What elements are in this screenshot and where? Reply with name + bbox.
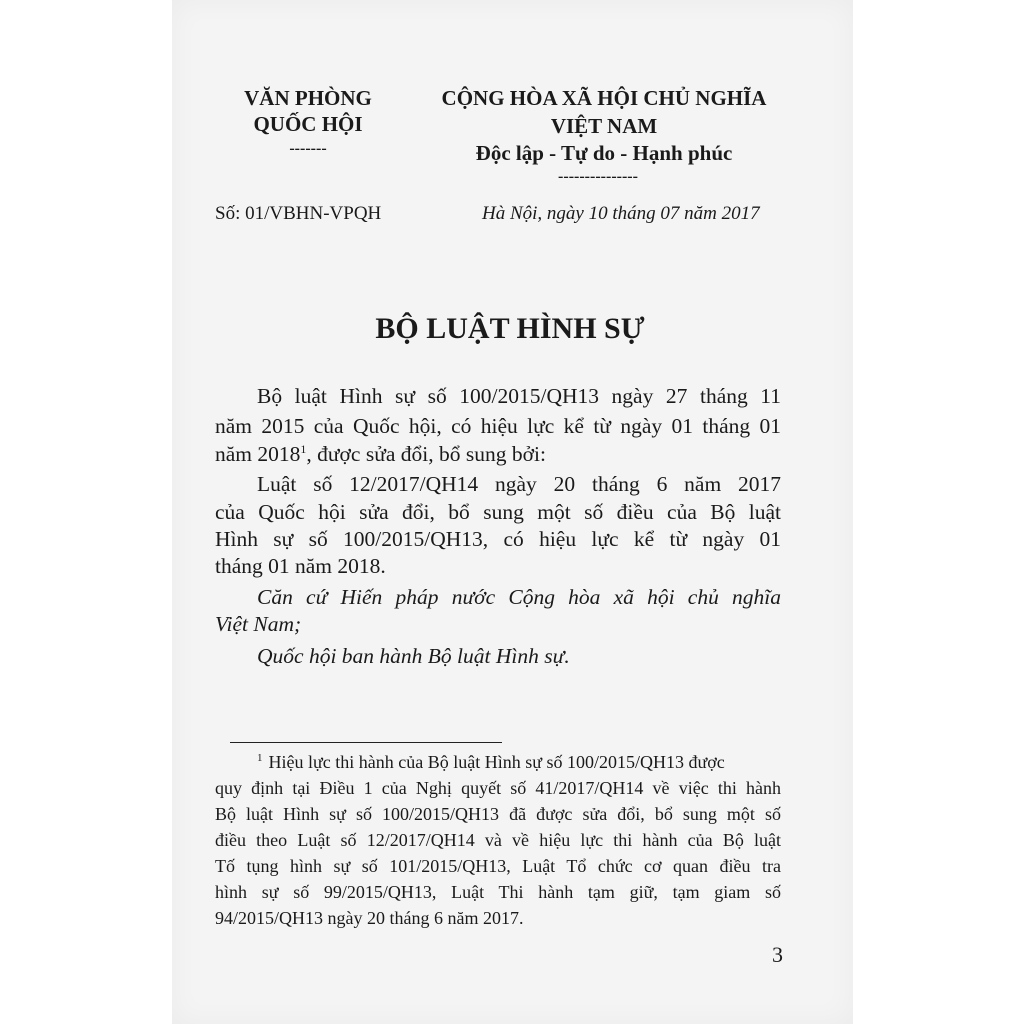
para3-line1: Căn cứ Hiến pháp nước Cộng hòa xã hội chủ nghĩa	[257, 585, 781, 609]
para2-line1: Luật số 12/2017/QH14 ngày 20 tháng 6 năm 2017	[257, 472, 781, 496]
document-number: Số: 01/VBHN-VPQH	[215, 203, 382, 224]
para2-line2: của Quốc hội sửa đổi, bổ sung một số điều của Bộ luật	[215, 500, 781, 524]
state-name-line2: VIỆT NAM	[550, 114, 658, 138]
para4: Quốc hội ban hành Bộ luật Hình sự.	[257, 644, 570, 668]
para1-line1: Bộ luật Hình sự số 100/2015/QH13 ngày 27 tháng 11	[257, 384, 781, 408]
footnote-line2: quy định tại Điều 1 của Nghị quyết số 41/2017/QH14 về việc thi hành	[215, 778, 781, 798]
footnote-line3: Bộ luật Hình sự số 100/2015/QH13 đã được sửa đổi, bổ sung một số	[215, 804, 781, 824]
para2-line4: tháng 01 năm 2018.	[215, 554, 386, 578]
footnote-ref: 1	[300, 442, 307, 456]
para1-line3	[215, 442, 546, 467]
footnote-line4: điều theo Luật số 12/2017/QH14 và về hiệu lực thi hành của Bộ luật	[215, 830, 781, 850]
para1-line3-b: , được sửa đổi, bổ sung bởi:	[306, 442, 546, 467]
para1-line3-a: năm 2018	[215, 442, 301, 467]
issuer-name-line1: VĂN PHÒNG	[244, 86, 372, 110]
para1-line2: năm 2015 của Quốc hội, có hiệu lực kể từ ngày 01 tháng 01	[215, 414, 781, 438]
state-name-line1: CỘNG HÒA XÃ HỘI CHỦ NGHĨA	[441, 86, 767, 110]
para3-line2: Việt Nam;	[215, 612, 302, 636]
footnote-line7: 94/2015/QH13 ngày 20 tháng 6 năm 2017.	[215, 908, 524, 928]
footnote-line5: Tố tụng hình sự số 101/2015/QH13, Luật Tổ chức cơ quan điều tra	[215, 856, 781, 876]
page-number: 3	[772, 942, 783, 967]
national-motto: Độc lập - Tự do - Hạnh phúc	[475, 141, 733, 165]
footnote-mark: 1	[257, 752, 263, 764]
footnote-text-1: Hiệu lực thi hành của Bộ luật Hình sự số 100/2015/QH13 được	[268, 752, 725, 772]
footnote-line1	[257, 752, 725, 773]
footnote-separator	[230, 742, 502, 743]
footnote-line6: hình sự số 99/2015/QH13, Luật Thi hành tạm giữ, tạm giam số	[215, 882, 781, 902]
para2-line3: Hình sự số 100/2015/QH13, có hiệu lực kể từ ngày 01	[215, 527, 781, 551]
issue-date-place: Hà Nội, ngày 10 tháng 07 năm 2017	[482, 203, 760, 224]
issuer-rule: -------	[289, 140, 327, 157]
document-title: BỘ LUẬT HÌNH SỰ	[375, 312, 645, 345]
issuer-name-line2: QUỐC HỘI	[253, 112, 363, 136]
motto-rule: ---------------	[558, 168, 638, 185]
